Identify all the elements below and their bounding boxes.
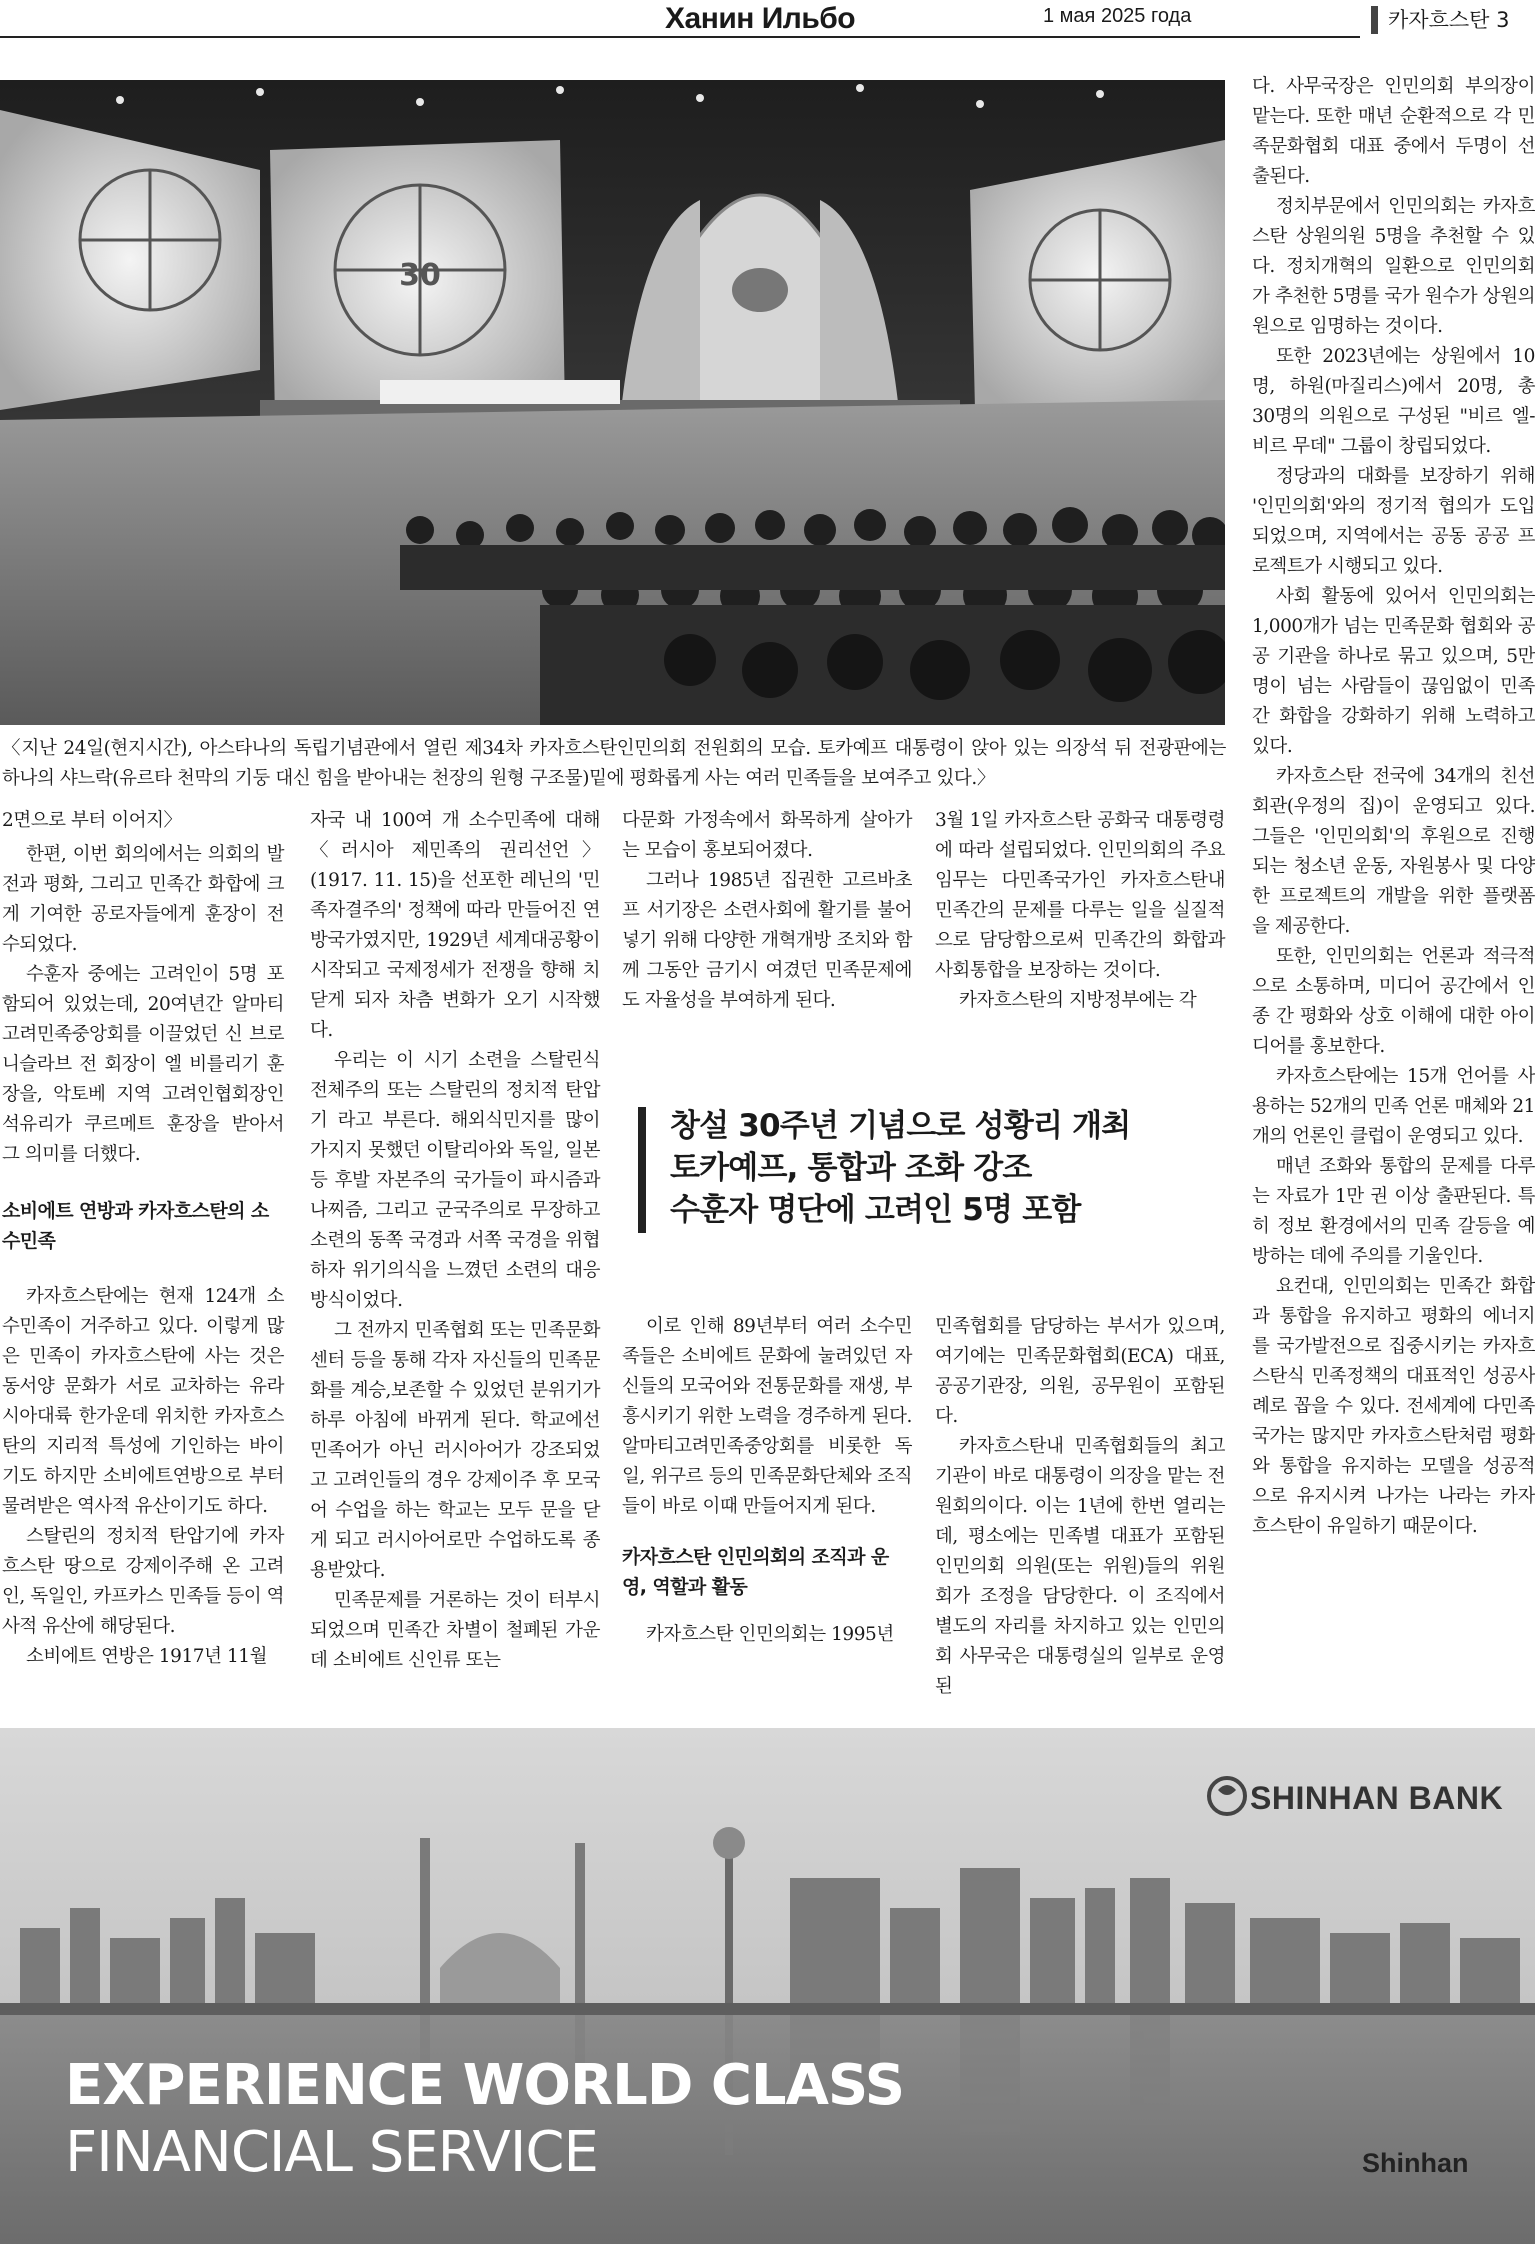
article-column-4-lower <box>935 1312 1225 1702</box>
article-paragraph: 사회 활동에 있어서 인민의회는 1,000개가 넘는 민족문화 협회와 공공 기관을 하나로 묶고 있으며, 5만 명이 넘는 사람들이 끊임없이 민족 간 화합을 강화하기 위해 노력하고 있다. <box>1252 586 1535 757</box>
bank-advertisement <box>0 1728 1535 2244</box>
article-paragraph: 수훈자 중에는 고려인이 5명 포함되어 있었는데, 20여년간 알마티고려민족중앙회를 이끌었던 신 브로니슬라브 전 회장이 엘 비를리기 훈장을, 악토베 지역 고려인협회장인 석유리가 쿠르메트 훈장을 받아서 그 의미를 더했다. <box>2 964 284 1165</box>
subheading: 카자흐스탄 인민의회의 조직과 운영, 역할과 활동 <box>622 1546 889 1598</box>
headline-bar <box>638 1107 646 1233</box>
article-paragraph: 소비에트 연방은 1917년 11월 <box>26 1646 268 1667</box>
article-paragraph: 카자흐스탄에는 현재 124개 소수민족이 거주하고 있다. 이렇게 많은 민족이 카자흐스탄에 사는 것은 동서양 문화가 서로 교차하는 유라시아대륙 한가운데 위치한 카자흐스탄의 지리적 특성에 기인하는 바이기도 하지만 소비에트연방으로 부터 물려받은 역사적 유산이기도 하다. <box>2 1286 284 1517</box>
article-paragraph: 스탈린의 정치적 탄압기에 카자흐스탄 땅으로 강제이주해 온 고려인, 독일인, 카프카스 민족들 등이 역사적 유산에 해당된다. <box>2 1526 284 1637</box>
article-paragraph: 카자흐스탄에는 15개 언어를 사용하는 52개의 민족 언론 매체와 21개의 언론인 클럽이 운영되고 있다. <box>1252 1066 1535 1147</box>
header-rule <box>0 36 1360 38</box>
article-paragraph: 정치부문에서 인민의회는 카자흐스탄 상원의원 5명을 추천할 수 있다. 정치개혁의 일환으로 인민의회가 추천한 5명를 국가 원수가 상원의원으로 임명하는 것이다. <box>1252 196 1535 337</box>
article-column-3 <box>622 806 912 1016</box>
ad-headline: EXPERIENCE WORLD CLASS <box>65 2053 905 2118</box>
article-paragraph: 민족문제를 거론하는 것이 터부시 되었으며 민족간 차별이 철폐된 가운데 소비에트 신인류 또는 <box>310 1590 600 1671</box>
article-paragraph: 그러나 1985년 집권한 고르바초프 서기장은 소련사회에 활기를 불어넣기 위해 다양한 개혁개방 조치와 함께 그동안 금기시 여겼던 민족문제에도 자율성을 부여하게 된다. <box>622 870 912 1011</box>
article-column-right <box>1252 72 1535 1542</box>
bank-name: SHINHAN BANK <box>1250 1780 1504 1816</box>
article-paragraph: 카자흐스탄 전국에 34개의 친선회관(우정의 집)이 운영되고 있다. 그들은 '인민의회'의 후원으로 진행되는 청소년 운동, 자원봉사 및 다양한 프로젝트의 개발을 위한 플랫폼을 제공한다. <box>1252 766 1535 937</box>
article-paragraph: 다문화 가정속에서 화목하게 살아가는 모습이 홍보되어졌다. <box>622 810 912 861</box>
headline-line-2: 토카예프, 통합과 조화 강조 <box>670 1150 1032 1186</box>
article-paragraph: 이로 인해 89년부터 여러 소수민족들은 소비에트 문화에 눌려있던 자신들의 모국어와 전통문화를 재생, 부흥시키기 위한 노력을 경주하게 된다. 알마티고려민족중앙회를 비롯한 독일, 위구르 등의 민족문화단체와 조직들이 바로 이때 만들어지게 된다. <box>622 1316 912 1517</box>
article-paragraph: 요컨대, 인민의회는 민족간 화합과 통합을 유지하고 평화의 에너지를 국가발전으로 집중시키는 카자흐스탄식 민족정책의 대표적인 성공사례로 꼽을 수 있다. 전세계에 다민족국가는 많지만 카자흐스탄처럼 평화와 통합을 유지하는 모델을 성공적으로 유지시켜 나가는 나라는 카자흐스탄이 유일하기 때문이다. <box>1252 1276 1535 1537</box>
article-paragraph: 다. 사무국장은 인민의회 부의장이 맡는다. 또한 매년 순환적으로 각 민족문화협회 대표 중에서 두명이 선출된다. <box>1252 76 1535 187</box>
article-paragraph: 우리는 이 시기 소련을 스탈린식 전체주의 또는 스탈린의 정치적 탄압기 라고 부른다. 해외식민지를 많이 가지지 못했던 이탈리아와 독일, 일본 등 후발 자본주의 국가들이 파시즘과 나찌즘, 그리고 군국주의로 무장하고 소련의 동쪽 국경과 서쪽 국경을 위협하자 위기의식을 느꼈던 소련의 대응방식이었다. <box>310 1050 600 1311</box>
conference-photo <box>0 80 1225 725</box>
headline-lines <box>670 1105 1130 1231</box>
headline-line-1: 창설 30주년 기념으로 성황리 개최 <box>670 1108 1131 1144</box>
article-paragraph: 민족협회를 담당하는 부서가 있으며, 여기에는 민족문화협회(ECA) 대표, 공공기관장, 의원, 공무원이 포함된다. <box>935 1316 1225 1427</box>
article-paragraph: 카자흐스탄 인민의회는 1995년 <box>646 1624 894 1645</box>
article-paragraph: 3월 1일 카자흐스탄 공화국 대통령령에 따라 설립되었다. 인민의회의 주요 임무는 다민족국가인 카자흐스탄내 민족간의 문제를 다루는 일을 실질적으로 담당함으로써 민족간의 화합과 사회통합을 보장하는 것이다. <box>935 810 1225 981</box>
article-column-2 <box>310 806 600 1676</box>
conference-hall-illustration <box>0 80 1225 725</box>
shinhan-logo-text: Shinhan <box>1362 2148 1469 2178</box>
article-paragraph: 매년 조화와 통합의 문제를 다루는 자료가 1만 권 이상 출판된다. 특히 정보 환경에서의 민족 갈등을 예방하는 데에 주의를 기울인다. <box>1252 1156 1535 1267</box>
article-paragraph: 또한, 인민의회는 언론과 적극적으로 소통하며, 미디어 공간에서 인종 간 평화와 상호 이해에 대한 아이디어를 홍보한다. <box>1252 946 1535 1057</box>
page-header <box>0 0 1535 40</box>
subheading: 소비에트 연방과 카자흐스탄의 소수민족 <box>2 1200 269 1252</box>
headline-line-3: 수훈자 명단에 고려인 5명 포함 <box>670 1192 1081 1228</box>
issue-date: 1 мая 2025 года <box>1043 5 1192 27</box>
article-column-1 <box>2 806 284 1672</box>
photo-caption: 〈지난 24일(현지시간), 아스타나의 독립기념관에서 열린 제34차 카자흐스탄인민의회 전원회의 모습. 토카예프 대통령이 앉아 있는 의장석 뒤 전광판에는 하나의 샤느락(유르타 천막의 기둥 대신 힘을 받아내는 천장의 원형 구조물)밑에 평화롭게 사는 여러 민족들을 보여주고 있다.〉 <box>2 738 1226 789</box>
ad-subheadline: FINANCIAL SERVICE <box>65 2120 598 2185</box>
section-marker <box>1371 6 1378 34</box>
article-paragraph: 정당과의 대화를 보장하기 위해 '인민의회'와의 정기적 협의가 도입되었으며, 지역에서는 공동 공공 프로젝트가 시행되고 있다. <box>1252 466 1535 577</box>
stage-sign-text: 30 <box>399 258 441 293</box>
article-paragraph: 그 전까지 민족협회 또는 민족문화센터 등을 통해 각자 자신들의 민족문화를 계승,보존할 수 있었던 분위기가 하루 아침에 바뀌게 된다. 학교에선 민족어가 아닌 러시아어가 강조되었고 고려인들의 경우 강제이주 후 모국어 수업을 하는 학교는 모두 문을 닫게 되고 러시아어로만 수업하도록 종용받았다. <box>310 1320 600 1581</box>
newspaper-name: Ханин Ильбо <box>665 2 856 35</box>
article-paragraph: 또한 2023년에는 상원에서 10명, 하원(마질리스)에서 20명, 총 30명의 의원으로 구성된 "비르 엘-비르 무데" 그룹이 창립되었다. <box>1252 346 1535 457</box>
continued-from-note: 2면으로 부터 이어지〉 <box>2 810 182 831</box>
article-paragraph: 카자흐스탄내 민족협회들의 최고 기관이 바로 대통령이 의장을 맡는 전원회의이다. 이는 1년에 한번 열리는데, 평소에는 민족별 대표가 포함된 인민의회 의원(또는 위원)들의 위원회가 조정을 담당한다. 이 조직에서 별도의 자리를 차지하고 있는 인민의회 사무국은 대통령실의 일부로 운영된 <box>935 1436 1225 1697</box>
article-headline <box>638 1105 1238 1245</box>
article-paragraph: 카자흐스탄의 지방정부에는 각 <box>959 990 1197 1011</box>
article-paragraph: 자국 내 100여 개 소수민족에 대해 〈러시아 제민족의 권리선언〉(1917. 11. 15)을 선포한 레닌의 '민족자결주의' 정책에 따라 만들어진 연방국가였지만, 1929년 세계대공황이 시작되고 국제정세가 전쟁을 향해 치닫게 되자 차츰 변화가 오기 시작했다. <box>310 810 600 1041</box>
article-paragraph: 한편, 이번 회의에서는 의회의 발전과 평화, 그리고 민족간 화합에 크게 기여한 공로자들에게 훈장이 전수되었다. <box>2 844 284 955</box>
section-page-label: 카자흐스탄 3 <box>1388 8 1510 32</box>
article-column-4 <box>935 806 1225 1016</box>
article-column-3-lower <box>622 1312 912 1650</box>
